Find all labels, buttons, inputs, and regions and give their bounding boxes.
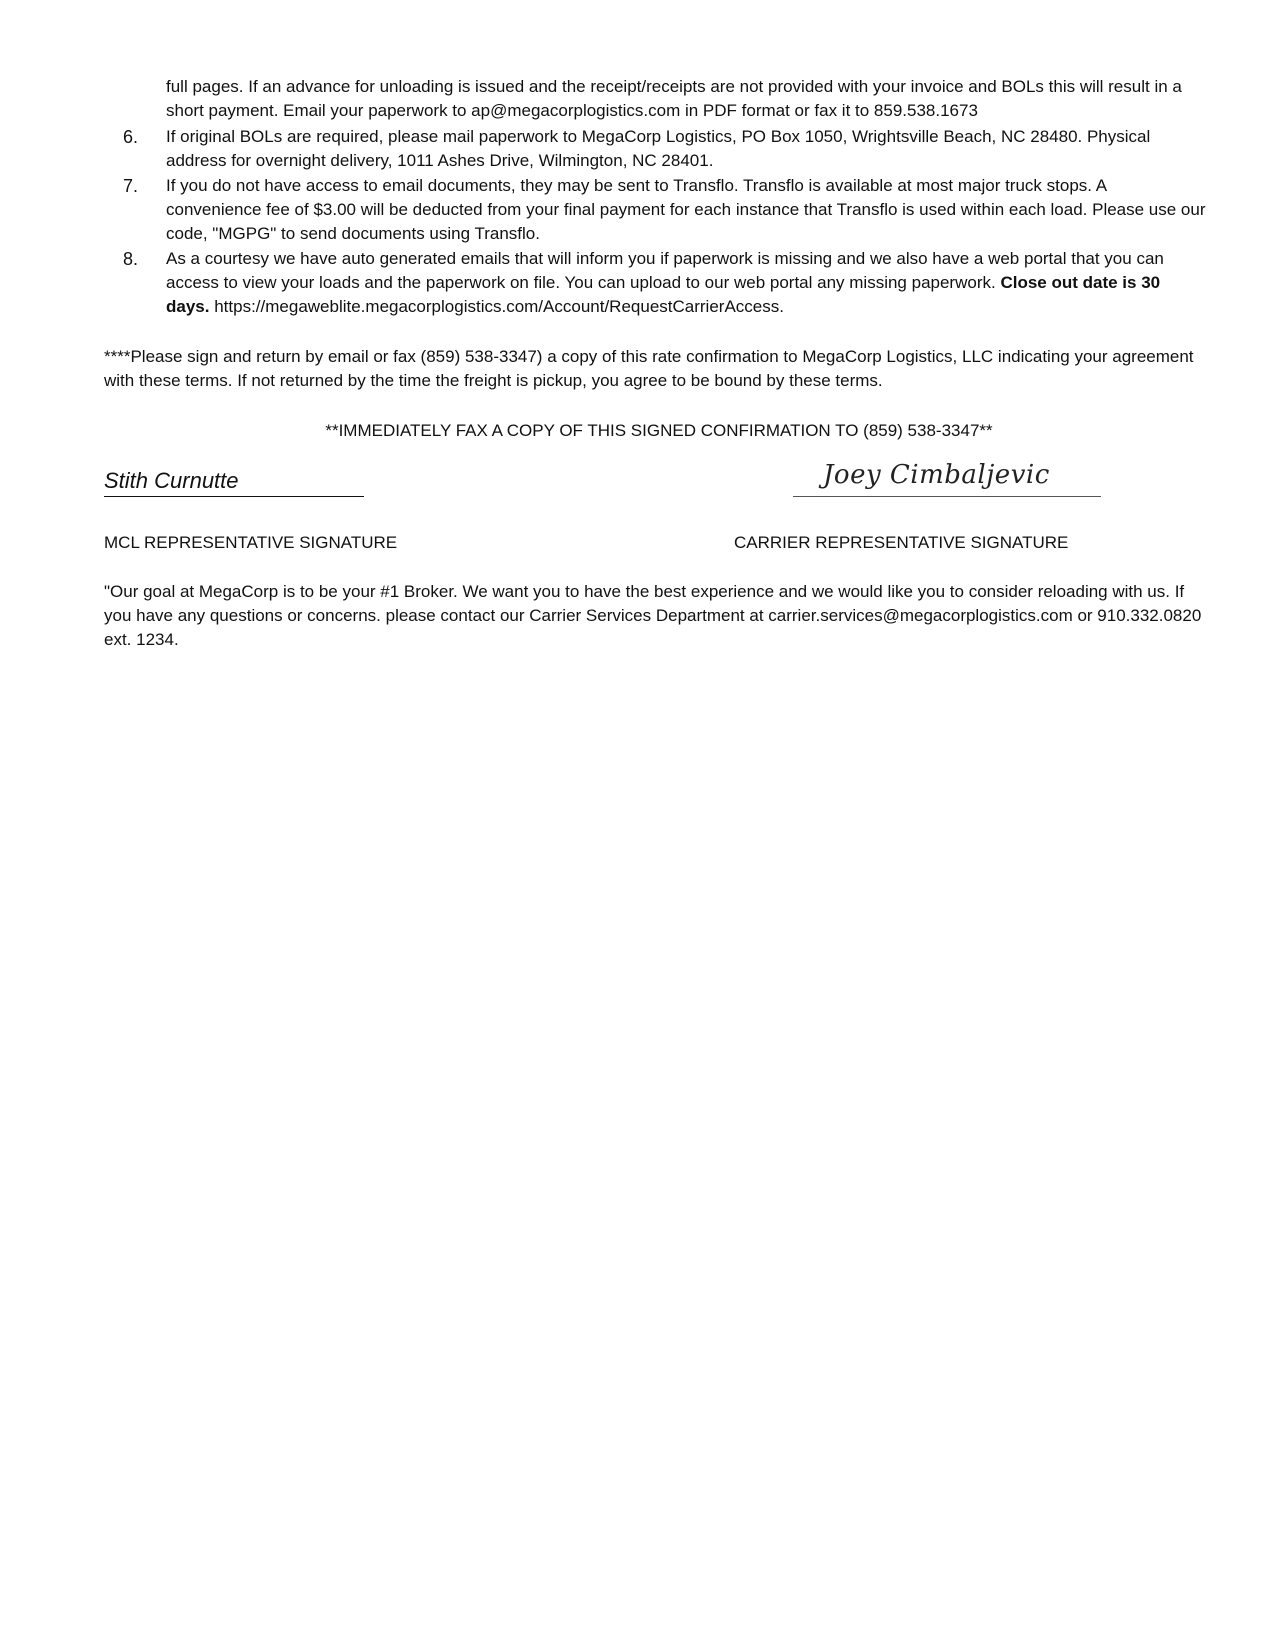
list-item-body xyxy=(166,247,1206,319)
mcl-signature-label: MCL REPRESENTATIVE SIGNATURE xyxy=(104,533,398,552)
close-out-notice: Close out date is 30 days. xyxy=(166,273,1161,316)
list-item-6 xyxy=(123,125,1206,173)
carrier-signature-label: CARRIER REPRESENTATIVE SIGNATURE xyxy=(734,533,1069,552)
list-item-7 xyxy=(123,174,1206,246)
fax-notice: **IMMEDIATELY FAX A COPY OF THIS SIGNED CONFIRMATION TO (859) 538-3347** xyxy=(325,421,993,440)
list-item-number: 7. xyxy=(123,176,139,196)
sign-return-paragraph: ****Please sign and return by email or fax (859) 538-3347) a copy of this rate confirmation to MegaCorp Logistics, LLC indicating your agreement with these terms. If not returned by the time the freight is pickup, you agree to be bound by these terms. xyxy=(104,347,1194,390)
item-5-continuation: full pages. If an advance for unloading is issued and the receipt/receipts are not provided with your invoice and BOLs this will result in a short payment. Email your paperwork to ap@megacorplogistics.com in PDF format or fax it to 859.538.1673 xyxy=(166,77,1182,120)
mcl-signature-name: Stith Curnutte xyxy=(104,468,239,493)
carrier-signature-handwritten: Joey Cimbaljevic xyxy=(823,460,1050,490)
list-item-number: 8. xyxy=(123,249,139,269)
list-item-number: 6. xyxy=(123,127,139,147)
list-item-text: If you do not have access to email documents, they may be sent to Transflo. Transflo is available at most major truck stops. A convenience fee of $3.00 will be deducted from your final payment for each instance that Transflo is used within each load. Please use our code, "MGPG" to send documents using Transflo. xyxy=(166,176,1206,243)
mcl-signature-line xyxy=(104,466,364,497)
list-item-8 xyxy=(123,247,1206,319)
carrier-portal-link: https://megaweblite.megacorplogistics.com/Account/RequestCarrierAccess. xyxy=(214,297,784,316)
carrier-signature-line xyxy=(793,458,1101,497)
list-item-text: If original BOLs are required, please mail paperwork to MegaCorp Logistics, PO Box 1050, Wrightsville Beach, NC 28480. Physical address for overnight delivery, 1011 Ashes Drive, Wilmington, NC 28401. xyxy=(166,127,1151,170)
list-item-text: As a courtesy we have auto generated emails that will inform you if paperwork is missing and we also have a web portal that you can access to view your loads and the paperwork on file. You can upload to our web portal any missing paperwork. xyxy=(166,249,1164,292)
goal-paragraph: "Our goal at MegaCorp is to be your #1 Broker. We want you to have the best experience and we would like you to consider reloading with us. If you have any questions or concerns. please contact our Carrier Services Department at carrier.services@megacorplogistics.com or 910.332.0820 ext. 1234. xyxy=(104,582,1202,649)
